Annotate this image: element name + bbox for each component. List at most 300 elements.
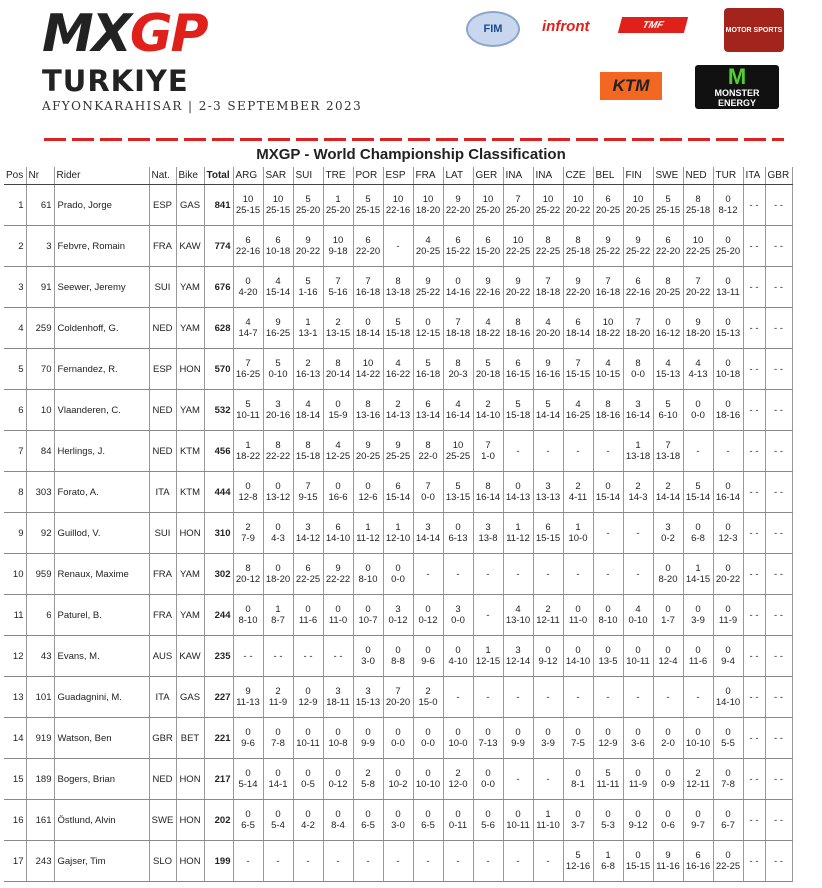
race-result-cell: - -	[765, 595, 792, 636]
cell-total: 221	[204, 718, 233, 759]
column-header: Rider	[54, 167, 149, 185]
race-result-cell: 10 18-20	[413, 185, 443, 226]
race-result-cell: 0 6-7	[713, 800, 743, 841]
table-row	[4, 349, 792, 390]
race-result-cell: 7 25-20	[503, 185, 533, 226]
race-result-cell: 1 10-0	[563, 513, 593, 554]
race-result-cell: 3 14-14	[413, 513, 443, 554]
race-result-cell: - -	[765, 472, 792, 513]
race-result-cell: 3 0-12	[383, 595, 413, 636]
race-result-cell: -	[413, 841, 443, 882]
race-result-cell: 3 0-0	[443, 595, 473, 636]
race-result-cell: -	[473, 841, 503, 882]
table-row	[4, 226, 792, 267]
cell-rider: Fernandez, R.	[54, 349, 149, 390]
column-header: FIN	[623, 167, 653, 185]
table-row	[4, 554, 792, 595]
cell-nat: ESP	[149, 185, 176, 226]
race-result-cell: - -	[765, 226, 792, 267]
race-result-cell: 0 0-0	[683, 390, 713, 431]
cell-total: 235	[204, 636, 233, 677]
cell-total: 774	[204, 226, 233, 267]
race-result-cell: - -	[765, 800, 792, 841]
race-result-cell: 0 9-6	[413, 636, 443, 677]
race-result-cell: -	[593, 513, 623, 554]
table-row	[4, 185, 792, 226]
race-result-cell: 7 5-16	[323, 267, 353, 308]
race-result-cell: -	[563, 554, 593, 595]
race-result-cell: 7 16-25	[233, 349, 263, 390]
race-result-cell: - -	[743, 308, 765, 349]
race-result-cell: 7 0-0	[413, 472, 443, 513]
cell-rider: Vlaanderen, C.	[54, 390, 149, 431]
race-result-cell: 0 13-11	[713, 267, 743, 308]
table-row	[4, 677, 792, 718]
cell-rider: Herlings, J.	[54, 431, 149, 472]
race-result-cell: 0 4-2	[293, 800, 323, 841]
cell-rider: Evans, M.	[54, 636, 149, 677]
race-result-cell: 8 16-14	[473, 472, 503, 513]
race-result-cell: 0 11-0	[323, 595, 353, 636]
race-result-cell: 0 6-5	[413, 800, 443, 841]
race-result-cell: 6 15-15	[533, 513, 563, 554]
race-result-cell: 4 0-10	[623, 595, 653, 636]
race-result-cell: 4 16-22	[383, 349, 413, 390]
table-row	[4, 513, 792, 554]
race-result-cell: -	[533, 759, 563, 800]
cell-pos: 9	[4, 513, 26, 554]
race-result-cell: 5 1-16	[293, 267, 323, 308]
race-result-cell: 0 0-6	[653, 800, 683, 841]
race-result-cell: 4 20-20	[533, 308, 563, 349]
column-header: Bike	[176, 167, 204, 185]
cell-bike: BET	[176, 718, 204, 759]
race-result-cell: -	[593, 431, 623, 472]
race-result-cell: 6 20-25	[593, 185, 623, 226]
cell-nr: 919	[26, 718, 54, 759]
cell-nat: FRA	[149, 595, 176, 636]
cell-rider: Seewer, Jeremy	[54, 267, 149, 308]
race-result-cell: 0 8-20	[653, 554, 683, 595]
race-result-cell: 0 8-1	[563, 759, 593, 800]
cell-nr: 101	[26, 677, 54, 718]
race-result-cell: 1 11-12	[353, 513, 383, 554]
race-result-cell: 9 25-22	[623, 226, 653, 267]
race-result-cell: 0 10-11	[623, 636, 653, 677]
race-result-cell: 7 15-15	[563, 349, 593, 390]
race-result-cell: 0 10-11	[503, 800, 533, 841]
cell-bike: HON	[176, 841, 204, 882]
race-result-cell: 3 13-8	[473, 513, 503, 554]
cell-pos: 13	[4, 677, 26, 718]
race-result-cell: 0 5-5	[713, 718, 743, 759]
race-result-cell: -	[473, 595, 503, 636]
cell-nat: ESP	[149, 349, 176, 390]
race-result-cell: 0 11-6	[293, 595, 323, 636]
cell-pos: 14	[4, 718, 26, 759]
race-result-cell: 9 25-25	[383, 431, 413, 472]
race-result-cell: 0 10-7	[353, 595, 383, 636]
cell-nr: 303	[26, 472, 54, 513]
cell-nr: 243	[26, 841, 54, 882]
race-result-cell: 0 0-12	[413, 595, 443, 636]
race-result-cell: -	[443, 677, 473, 718]
race-result-cell: - -	[743, 431, 765, 472]
race-result-cell: 0 18-16	[713, 390, 743, 431]
race-result-cell: 0 7-13	[473, 718, 503, 759]
cell-total: 628	[204, 308, 233, 349]
race-result-cell: -	[383, 841, 413, 882]
cell-rider: Watson, Ben	[54, 718, 149, 759]
race-result-cell: 7 9-15	[293, 472, 323, 513]
cell-bike: YAM	[176, 554, 204, 595]
fim-logo: FIM	[466, 11, 520, 47]
cell-rider: Febvre, Romain	[54, 226, 149, 267]
cell-nat: ITA	[149, 472, 176, 513]
race-result-cell: - -	[233, 636, 263, 677]
table-row	[4, 390, 792, 431]
race-result-cell: 8 20-25	[653, 267, 683, 308]
race-result-cell: 1 11-10	[533, 800, 563, 841]
column-header: Nat.	[149, 167, 176, 185]
race-result-cell: - -	[743, 800, 765, 841]
race-result-cell: 0 25-20	[713, 226, 743, 267]
cell-total: 244	[204, 595, 233, 636]
table-header-row	[4, 167, 792, 185]
race-result-cell: 4 13-10	[503, 595, 533, 636]
race-result-cell: - -	[743, 677, 765, 718]
race-result-cell: 0 12-9	[593, 718, 623, 759]
race-result-cell: 0 6-13	[443, 513, 473, 554]
table-row	[4, 267, 792, 308]
race-result-cell: 1 25-20	[323, 185, 353, 226]
cell-nat: ITA	[149, 677, 176, 718]
race-result-cell: 6 15-20	[473, 226, 503, 267]
race-result-cell: 0 10-10	[683, 718, 713, 759]
race-result-cell: 0 4-3	[263, 513, 293, 554]
cell-nr: 61	[26, 185, 54, 226]
race-result-cell: -	[443, 841, 473, 882]
race-result-cell: - -	[743, 759, 765, 800]
race-result-cell: 0 5-6	[473, 800, 503, 841]
race-result-cell: - -	[743, 636, 765, 677]
race-result-cell: 0 1-7	[653, 595, 683, 636]
race-result-cell: 6 15-14	[383, 472, 413, 513]
event-name: TURKIYE	[42, 64, 189, 98]
race-result-cell: 3 0-2	[653, 513, 683, 554]
race-result-cell: 2 14-10	[473, 390, 503, 431]
race-result-cell: -	[683, 431, 713, 472]
race-result-cell: 0 0-11	[443, 800, 473, 841]
race-result-cell: 1 6-8	[593, 841, 623, 882]
column-header: INA	[533, 167, 563, 185]
race-result-cell: -	[353, 841, 383, 882]
race-result-cell: 0 12-6	[353, 472, 383, 513]
race-result-cell: - -	[765, 390, 792, 431]
race-result-cell: 0 11-6	[683, 636, 713, 677]
race-result-cell: 6 18-14	[563, 308, 593, 349]
column-header: LAT	[443, 167, 473, 185]
cell-bike: HON	[176, 759, 204, 800]
cell-bike: GAS	[176, 677, 204, 718]
race-result-cell: 5 15-14	[683, 472, 713, 513]
cell-bike: HON	[176, 800, 204, 841]
column-header: Pos	[4, 167, 26, 185]
column-header: GBR	[765, 167, 792, 185]
race-result-cell: 0 14-13	[503, 472, 533, 513]
race-result-cell: 2 14-3	[623, 472, 653, 513]
race-result-cell: 0 10-18	[713, 349, 743, 390]
race-result-cell: 0 9-9	[353, 718, 383, 759]
race-result-cell: 0 16-6	[323, 472, 353, 513]
cell-bike: YAM	[176, 267, 204, 308]
race-result-cell: 0 0-0	[383, 554, 413, 595]
race-result-cell: 0 8-10	[353, 554, 383, 595]
race-result-cell: 2 12-11	[683, 759, 713, 800]
cell-bike: YAM	[176, 595, 204, 636]
cell-rider: Östlund, Alvin	[54, 800, 149, 841]
race-result-cell: - -	[765, 759, 792, 800]
race-result-cell: 3 20-16	[263, 390, 293, 431]
race-result-cell: - -	[765, 349, 792, 390]
race-result-cell: 0 12-15	[413, 308, 443, 349]
race-result-cell: 8 22-22	[263, 431, 293, 472]
race-result-cell: 10 22-25	[503, 226, 533, 267]
cell-nr: 3	[26, 226, 54, 267]
table-row	[4, 841, 792, 882]
column-header: GER	[473, 167, 503, 185]
race-result-cell: 0 8-12	[713, 185, 743, 226]
column-header: POR	[353, 167, 383, 185]
cell-rider: Bogers, Brian	[54, 759, 149, 800]
race-result-cell: 4 4-13	[683, 349, 713, 390]
race-result-cell: 0 6-8	[683, 513, 713, 554]
race-result-cell: 2 4-11	[563, 472, 593, 513]
cell-pos: 1	[4, 185, 26, 226]
race-result-cell: 0 15-9	[323, 390, 353, 431]
race-result-cell: 8 20-12	[233, 554, 263, 595]
cell-total: 532	[204, 390, 233, 431]
cell-pos: 11	[4, 595, 26, 636]
event-header	[0, 0, 822, 145]
race-result-cell: -	[713, 431, 743, 472]
cell-nr: 91	[26, 267, 54, 308]
race-result-cell: 0 9-9	[503, 718, 533, 759]
race-result-cell: 2 16-13	[293, 349, 323, 390]
race-result-cell: 0 0-0	[413, 718, 443, 759]
race-result-cell: - -	[743, 841, 765, 882]
race-result-cell: 3 13-13	[533, 472, 563, 513]
race-result-cell: 4 20-25	[413, 226, 443, 267]
table-row	[4, 759, 792, 800]
race-result-cell: 5 0-10	[263, 349, 293, 390]
monster-energy-logo: M MONSTER ENERGY	[695, 65, 779, 109]
cell-rider: Paturel, B.	[54, 595, 149, 636]
race-result-cell: - -	[765, 513, 792, 554]
column-header: TRE	[323, 167, 353, 185]
race-result-cell: 7 16-18	[353, 267, 383, 308]
race-result-cell: 3 14-12	[293, 513, 323, 554]
race-result-cell: 0 0-12	[323, 759, 353, 800]
cell-bike: HON	[176, 513, 204, 554]
race-result-cell: 0 11-0	[563, 595, 593, 636]
cell-nr: 10	[26, 390, 54, 431]
cell-rider: Forato, A.	[54, 472, 149, 513]
table-row	[4, 472, 792, 513]
column-header: Nr	[26, 167, 54, 185]
race-result-cell: 4 15-14	[263, 267, 293, 308]
race-result-cell: - -	[743, 267, 765, 308]
race-result-cell: 8 18-16	[503, 308, 533, 349]
motor-sports-logo: MOTOR SPORTS	[724, 8, 784, 52]
race-result-cell: 8 20-3	[443, 349, 473, 390]
race-result-cell: - -	[765, 185, 792, 226]
race-result-cell: 10 25-25	[443, 431, 473, 472]
race-result-cell: 9 16-25	[263, 308, 293, 349]
race-result-cell: 4 16-14	[443, 390, 473, 431]
race-result-cell: 9 20-22	[293, 226, 323, 267]
race-result-cell: 2 13-15	[323, 308, 353, 349]
race-result-cell: -	[533, 554, 563, 595]
race-result-cell: 0 13-12	[263, 472, 293, 513]
race-result-cell: 5 14-14	[533, 390, 563, 431]
race-result-cell: 9 16-16	[533, 349, 563, 390]
race-result-cell: 0 3-7	[563, 800, 593, 841]
column-header: ITA	[743, 167, 765, 185]
column-header: ESP	[383, 167, 413, 185]
column-header: SWE	[653, 167, 683, 185]
race-result-cell: 1 12-15	[473, 636, 503, 677]
race-result-cell: 0 2-0	[653, 718, 683, 759]
table-row	[4, 308, 792, 349]
race-result-cell: - -	[765, 267, 792, 308]
race-result-cell: 0 9-12	[533, 636, 563, 677]
race-result-cell: 9 20-22	[503, 267, 533, 308]
race-result-cell: 6 22-16	[623, 267, 653, 308]
column-header: Total	[204, 167, 233, 185]
race-result-cell: -	[413, 554, 443, 595]
race-result-cell: 3 12-14	[503, 636, 533, 677]
race-result-cell: - -	[743, 226, 765, 267]
race-result-cell: 0 12-4	[653, 636, 683, 677]
cell-pos: 16	[4, 800, 26, 841]
race-result-cell: 2 14-13	[383, 390, 413, 431]
race-result-cell: -	[623, 513, 653, 554]
race-result-cell: 0 12-3	[713, 513, 743, 554]
race-result-cell: 9 11-16	[653, 841, 683, 882]
column-header: NED	[683, 167, 713, 185]
race-result-cell: 0 9-6	[233, 718, 263, 759]
table-row	[4, 431, 792, 472]
race-result-cell: 4 16-25	[563, 390, 593, 431]
race-result-cell: 0 6-5	[233, 800, 263, 841]
cell-pos: 12	[4, 636, 26, 677]
race-result-cell: - -	[765, 554, 792, 595]
race-result-cell: 0 18-20	[263, 554, 293, 595]
race-result-cell: 0 5-14	[233, 759, 263, 800]
cell-bike: KTM	[176, 472, 204, 513]
cell-nat: SLO	[149, 841, 176, 882]
header-divider	[44, 138, 784, 141]
race-result-cell: 0 0-0	[383, 718, 413, 759]
cell-nr: 959	[26, 554, 54, 595]
race-result-cell: -	[533, 677, 563, 718]
mxgp-logo: MXGP	[42, 4, 207, 64]
race-result-cell: 5 11-11	[593, 759, 623, 800]
race-result-cell: 0 0-0	[473, 759, 503, 800]
race-result-cell: 8 0-0	[623, 349, 653, 390]
race-result-cell: 0 16-14	[713, 472, 743, 513]
race-result-cell: 3 18-11	[323, 677, 353, 718]
race-result-cell: 0 8-4	[323, 800, 353, 841]
race-result-cell: 5 15-18	[503, 390, 533, 431]
race-result-cell: 8 20-14	[323, 349, 353, 390]
race-result-cell: 6 14-10	[323, 513, 353, 554]
race-result-cell: 0 3-0	[353, 636, 383, 677]
race-result-cell: 4 18-22	[473, 308, 503, 349]
race-result-cell: 0 7-8	[263, 718, 293, 759]
race-result-cell: 5 15-18	[383, 308, 413, 349]
race-result-cell: 10 22-25	[683, 226, 713, 267]
column-header: TUR	[713, 167, 743, 185]
race-result-cell: 10 18-22	[593, 308, 623, 349]
race-result-cell: - -	[743, 554, 765, 595]
race-result-cell: 3 15-13	[353, 677, 383, 718]
race-result-cell: 9 22-20	[563, 267, 593, 308]
race-result-cell: 6 22-20	[653, 226, 683, 267]
cell-nat: AUS	[149, 636, 176, 677]
race-result-cell: 5 10-11	[233, 390, 263, 431]
cell-nr: 84	[26, 431, 54, 472]
race-result-cell: 6 16-16	[683, 841, 713, 882]
race-result-cell: 9 25-22	[593, 226, 623, 267]
race-result-cell: 10 14-22	[353, 349, 383, 390]
race-result-cell: 1 18-22	[233, 431, 263, 472]
race-result-cell: 0 20-22	[713, 554, 743, 595]
race-result-cell: 1 13-1	[293, 308, 323, 349]
cell-nat: NED	[149, 431, 176, 472]
race-result-cell: -	[503, 554, 533, 595]
cell-nat: SUI	[149, 267, 176, 308]
cell-total: 302	[204, 554, 233, 595]
race-result-cell: 10 20-22	[563, 185, 593, 226]
classification-table	[4, 167, 793, 882]
cell-total: 310	[204, 513, 233, 554]
race-result-cell: 6 15-22	[443, 226, 473, 267]
cell-pos: 2	[4, 226, 26, 267]
race-result-cell: 0 3-0	[383, 800, 413, 841]
race-result-cell: 0 16-12	[653, 308, 683, 349]
race-result-cell: 0 10-8	[323, 718, 353, 759]
race-result-cell: 9 20-25	[353, 431, 383, 472]
race-result-cell: 10 9-18	[323, 226, 353, 267]
cell-bike: KAW	[176, 226, 204, 267]
cell-rider: Coldenhoff, G.	[54, 308, 149, 349]
race-result-cell: 7 18-18	[533, 267, 563, 308]
column-header: SAR	[263, 167, 293, 185]
race-result-cell: 0 14-10	[713, 677, 743, 718]
race-result-cell: 1 13-18	[623, 431, 653, 472]
cell-nr: 259	[26, 308, 54, 349]
race-result-cell: -	[653, 677, 683, 718]
race-result-cell: 8 13-16	[353, 390, 383, 431]
race-result-cell: 0 0-5	[293, 759, 323, 800]
race-result-cell: 6 16-15	[503, 349, 533, 390]
table-row	[4, 595, 792, 636]
race-result-cell: - -	[765, 677, 792, 718]
cell-pos: 6	[4, 390, 26, 431]
race-result-cell: 9 22-22	[323, 554, 353, 595]
